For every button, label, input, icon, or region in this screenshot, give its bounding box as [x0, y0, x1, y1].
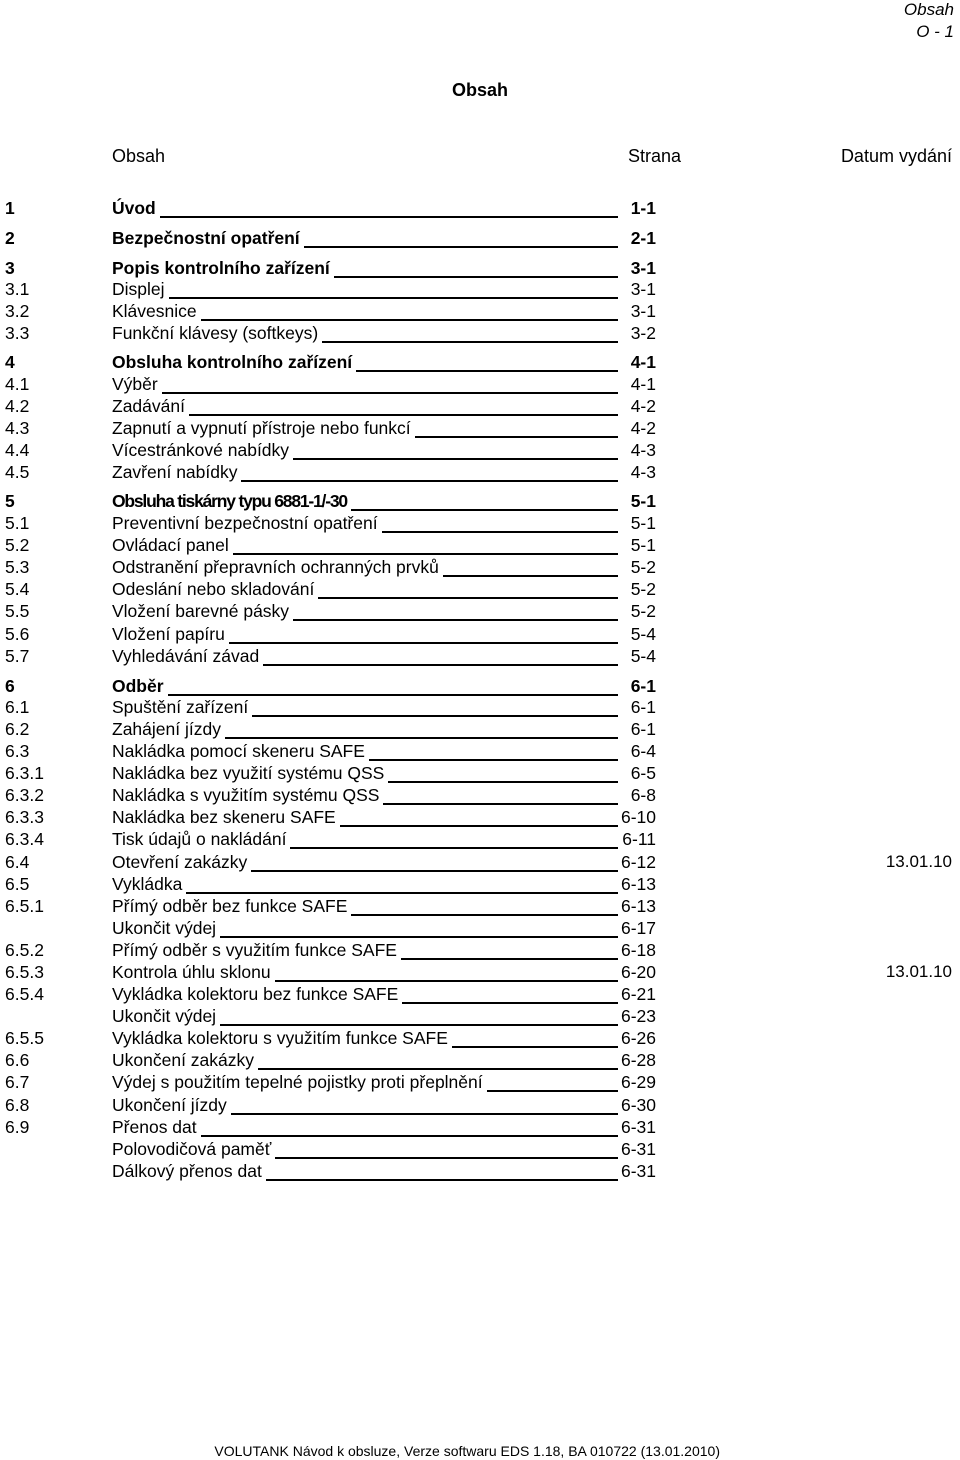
- toc-entry[interactable]: [0, 579, 960, 601]
- toc-entry-number: 6.3.3: [5, 807, 44, 827]
- toc-entry[interactable]: [0, 918, 960, 940]
- toc-entry-title: Úvod: [112, 198, 160, 219]
- toc-entry-title: Přímý odběr s využitím funkce SAFE: [112, 940, 401, 961]
- toc-entry-number: 6.5.2: [5, 940, 44, 960]
- toc-entry-number: 4.3: [5, 418, 30, 438]
- toc-entry-title: Ukončit výdej: [112, 1006, 220, 1027]
- toc-entry-page: 3-1: [630, 301, 656, 321]
- toc-entry[interactable]: [0, 741, 960, 763]
- toc-entry-page: 6-28: [620, 1050, 656, 1070]
- toc-entry-page: 2-1: [630, 228, 656, 248]
- toc-entry-date: 13.01.10: [885, 852, 952, 871]
- toc-entry-page: 5-4: [630, 646, 656, 666]
- toc-entry-page: 4-1: [630, 374, 656, 394]
- toc-entry-date: 13.01.10: [885, 962, 952, 981]
- toc-entry-page: 6-1: [630, 697, 656, 717]
- toc-entry-page: 6-5: [630, 763, 656, 783]
- toc-entry-number: 6.2: [5, 719, 30, 739]
- toc-entry[interactable]: [0, 279, 960, 301]
- toc-entry[interactable]: [0, 198, 960, 220]
- toc-entry-title: Otevření zakázky: [112, 852, 251, 873]
- toc-entry[interactable]: [0, 228, 960, 250]
- toc-entry-number: 6.3.4: [5, 829, 44, 849]
- toc-entry-number: 6.5.4: [5, 984, 44, 1004]
- toc-entry-page: 6-1: [630, 676, 656, 696]
- toc-entry[interactable]: [0, 1050, 960, 1072]
- toc-entry-page: 6-13: [620, 896, 656, 916]
- page-title: Obsah: [451, 80, 508, 100]
- toc-entry-title: Vícestránkové nabídky: [112, 440, 293, 461]
- toc-entry[interactable]: [0, 352, 960, 374]
- toc-entry-page: 5-1: [630, 513, 656, 533]
- toc-entry-page: 6-18: [620, 940, 656, 960]
- toc-entry[interactable]: [0, 1072, 960, 1094]
- toc-entry-number: 6.3.2: [5, 785, 44, 805]
- toc-entry[interactable]: [0, 396, 960, 418]
- toc-entry-number: 3.3: [5, 323, 30, 343]
- toc-entry-page: 6-21: [620, 984, 656, 1004]
- toc-entry-title: Obsluha kontrolního zařízení: [112, 352, 356, 373]
- toc-entry-number: 6.8: [5, 1095, 30, 1115]
- toc-entry[interactable]: [0, 535, 960, 557]
- toc-entry-title: Nakládka pomocí skeneru SAFE: [112, 741, 369, 762]
- toc-entry[interactable]: [0, 829, 960, 851]
- toc-entry-page: 5-2: [630, 557, 656, 577]
- column-header-contents: Obsah: [112, 146, 166, 166]
- toc-entry[interactable]: [0, 646, 960, 668]
- toc-entry-page: 6-29: [620, 1072, 656, 1092]
- toc-entry-page: 3-1: [630, 258, 656, 278]
- toc-entry-number: 4.5: [5, 462, 30, 482]
- toc-entry-title: Kontrola úhlu sklonu: [112, 962, 275, 983]
- toc-entry[interactable]: [0, 557, 960, 579]
- toc-entry-title: Ovládací panel: [112, 535, 233, 556]
- toc-entry-page: 5-2: [630, 579, 656, 599]
- toc-entry-page: 3-2: [630, 323, 656, 343]
- toc-entry[interactable]: [0, 719, 960, 741]
- toc-entry-page: 6-30: [620, 1095, 656, 1115]
- toc-entry-page: 6-20: [620, 962, 656, 982]
- toc-entry[interactable]: [0, 785, 960, 807]
- toc-entry-number: 6.3.1: [5, 763, 44, 783]
- toc-entry-page: 6-17: [620, 918, 656, 938]
- toc-entry[interactable]: [0, 374, 960, 396]
- toc-entry-title: Výběr: [112, 374, 162, 395]
- toc-entry[interactable]: [0, 984, 960, 1006]
- toc-entry-title: Klávesnice: [112, 301, 201, 322]
- toc-entry-page: 4-2: [630, 396, 656, 416]
- toc-entry-title: Nakládka bez skeneru SAFE: [112, 807, 340, 828]
- toc-entry-page: 4-2: [630, 418, 656, 438]
- toc-entry[interactable]: [0, 1006, 960, 1028]
- toc-entry-number: 5.4: [5, 579, 30, 599]
- toc-entry-title: Vykládka kolektoru s využitím funkce SAFE: [112, 1028, 452, 1049]
- toc-entry-page: 6-31: [620, 1117, 656, 1137]
- toc-entry-title: Odběr: [112, 676, 168, 697]
- column-header-page: Strana: [628, 146, 682, 166]
- toc-entry[interactable]: [0, 462, 960, 484]
- toc-entry-number: 5.7: [5, 646, 30, 666]
- toc-entry-title: Tisk údajů o nakládání: [112, 829, 290, 850]
- toc-entry-number: 3.2: [5, 301, 30, 321]
- toc-entry-page: 6-4: [630, 741, 656, 761]
- toc-entry[interactable]: [0, 852, 960, 874]
- toc-entry-number: 6.5.5: [5, 1028, 44, 1048]
- toc-entry-number: 5.3: [5, 557, 30, 577]
- toc-entry-title: Vykládka: [112, 874, 186, 895]
- toc-entry-title: Přímý odběr bez funkce SAFE: [112, 896, 351, 917]
- toc-entry-title: Výdej s použitím tepelné pojistky proti přeplnění: [112, 1072, 487, 1093]
- toc-entry[interactable]: [0, 1161, 960, 1183]
- toc-entry[interactable]: [0, 624, 960, 646]
- toc-entry-number: 4.1: [5, 374, 30, 394]
- toc-entry-title: Vložení barevné pásky: [112, 601, 293, 622]
- toc-entry-title: Zahájení jízdy: [112, 719, 225, 740]
- toc-entry-page: 6-31: [620, 1161, 656, 1181]
- toc-entry-page: 5-4: [630, 624, 656, 644]
- toc-entry-title: Popis kontrolního zařízení: [112, 258, 334, 279]
- toc-entry-page: 4-3: [630, 462, 656, 482]
- toc-entry-title: Vyhledávání závad: [112, 646, 263, 667]
- toc-entry[interactable]: [0, 676, 960, 698]
- toc-leader-line: [112, 297, 618, 299]
- running-header-title: Obsah: [903, 0, 954, 19]
- toc-entry[interactable]: [0, 601, 960, 623]
- toc-entry[interactable]: [0, 301, 960, 323]
- toc-leader-line: [112, 892, 618, 894]
- toc-entry-number: 6.5: [5, 874, 30, 894]
- toc-entry-title: Dálkový přenos dat: [112, 1161, 266, 1182]
- toc-entry-page: 5-1: [630, 491, 656, 511]
- toc-entry-number: 3.1: [5, 279, 30, 299]
- toc-entry-title: Přenos dat: [112, 1117, 201, 1138]
- toc-entry-title: Odstranění přepravních ochranných prvků: [112, 557, 443, 578]
- toc-entry-title: Preventivní bezpečnostní opatření: [112, 513, 382, 534]
- toc-entry-page: 6-31: [620, 1139, 656, 1159]
- toc-entry-number: 2: [5, 228, 15, 248]
- toc-entry-title: Polovodičová paměť: [112, 1139, 275, 1160]
- toc-entry-number: 5.5: [5, 601, 30, 621]
- toc-entry-page: 6-1: [630, 719, 656, 739]
- toc-entry-page: 6-8: [630, 785, 656, 805]
- toc-entry-title: Spuštění zařízení: [112, 697, 252, 718]
- toc-entry-title: Nakládka s využitím systému QSS: [112, 785, 383, 806]
- toc-entry[interactable]: [0, 491, 960, 513]
- toc-entry[interactable]: [0, 418, 960, 440]
- toc-entry[interactable]: [0, 807, 960, 829]
- toc-entry-page: 6-11: [622, 829, 656, 849]
- toc-entry-page: 5-2: [630, 601, 656, 621]
- toc-entry-number: 6.4: [5, 852, 30, 872]
- toc-entry-number: 3: [5, 258, 15, 278]
- toc-entry-page: 6-12: [620, 852, 656, 872]
- toc-entry[interactable]: [0, 323, 960, 345]
- toc-entry-title: Funkční klávesy (softkeys): [112, 323, 322, 344]
- toc-entry-page: 6-13: [620, 874, 656, 894]
- toc-entry-page: 5-1: [630, 535, 656, 555]
- toc-entry[interactable]: [0, 1139, 960, 1161]
- toc-entry-title: Zapnutí a vypnutí přístroje nebo funkcí: [112, 418, 415, 439]
- toc-entry-page: 3-1: [630, 279, 656, 299]
- toc-entry[interactable]: [0, 440, 960, 462]
- toc-entry[interactable]: [0, 513, 960, 535]
- toc-entry-number: 4.4: [5, 440, 30, 460]
- toc-entry-title: Ukončit výdej: [112, 918, 220, 939]
- toc-entry-title: Obsluha tiskárny typu 6881-1/-30: [112, 491, 351, 512]
- toc-entry-number: 1: [5, 198, 15, 218]
- toc-entry-number: 5.2: [5, 535, 30, 555]
- toc-entry-number: 6.5.1: [5, 896, 44, 916]
- toc-entry-page: 4-3: [630, 440, 656, 460]
- toc-entry[interactable]: [0, 763, 960, 785]
- toc-entry-number: 5: [5, 491, 15, 511]
- toc-entry-number: 6.3: [5, 741, 30, 761]
- toc-entry-page: 6-10: [620, 807, 656, 827]
- toc-leader-line: [112, 392, 618, 394]
- toc-entry[interactable]: [0, 896, 960, 918]
- toc-entry[interactable]: [0, 258, 960, 280]
- toc-entry-title: Zavření nabídky: [112, 462, 241, 483]
- toc-entry[interactable]: [0, 697, 960, 719]
- toc-entry[interactable]: [0, 940, 960, 962]
- toc-entry-number: 5.1: [5, 513, 30, 533]
- running-header-page-number: O - 1: [916, 22, 954, 41]
- toc-entry[interactable]: [0, 874, 960, 896]
- toc-entry-page: 6-23: [620, 1006, 656, 1026]
- toc-leader-line: [112, 216, 618, 218]
- toc-entry[interactable]: [0, 1028, 960, 1050]
- toc-entry-title: Bezpečnostní opatření: [112, 228, 304, 249]
- toc-entry-number: 6.9: [5, 1117, 30, 1137]
- toc-entry-number: 6.7: [5, 1072, 30, 1092]
- toc-entry-page: 6-26: [620, 1028, 656, 1048]
- footer-text: VOLUTANK Návod k obsluze, Verze softwaru EDS 1.18, BA 010722 (13.01.2010): [214, 1443, 720, 1459]
- toc-entry-title: Vložení papíru: [112, 624, 229, 645]
- toc-entry-title: Displej: [112, 279, 169, 300]
- toc-entry-page: 4-1: [630, 352, 656, 372]
- toc-entry[interactable]: [0, 1117, 960, 1139]
- toc-entry-number: 6.1: [5, 697, 30, 717]
- toc-entry-number: 4: [5, 352, 15, 372]
- toc-leader-line: [112, 694, 618, 696]
- toc-entry[interactable]: [0, 1095, 960, 1117]
- toc-entry-title: Odeslání nebo skladování: [112, 579, 318, 600]
- toc-entry-number: 6.6: [5, 1050, 30, 1070]
- toc-entry-title: Ukončení zakázky: [112, 1050, 258, 1071]
- toc-entry-number: 4.2: [5, 396, 30, 416]
- toc-entry[interactable]: [0, 962, 960, 984]
- toc-entry-title: Vykládka kolektoru bez funkce SAFE: [112, 984, 402, 1005]
- toc-entry-number: 6.5.3: [5, 962, 44, 982]
- toc-entry-number: 6: [5, 676, 15, 696]
- toc-entry-number: 5.6: [5, 624, 30, 644]
- toc-entry-title: Zadávání: [112, 396, 189, 417]
- column-header-date: Datum vydání: [840, 146, 952, 166]
- toc-entry-page: 1-1: [630, 198, 656, 218]
- toc-entry-title: Ukončení jízdy: [112, 1095, 231, 1116]
- toc-entry-title: Nakládka bez využití systému QSS: [112, 763, 388, 784]
